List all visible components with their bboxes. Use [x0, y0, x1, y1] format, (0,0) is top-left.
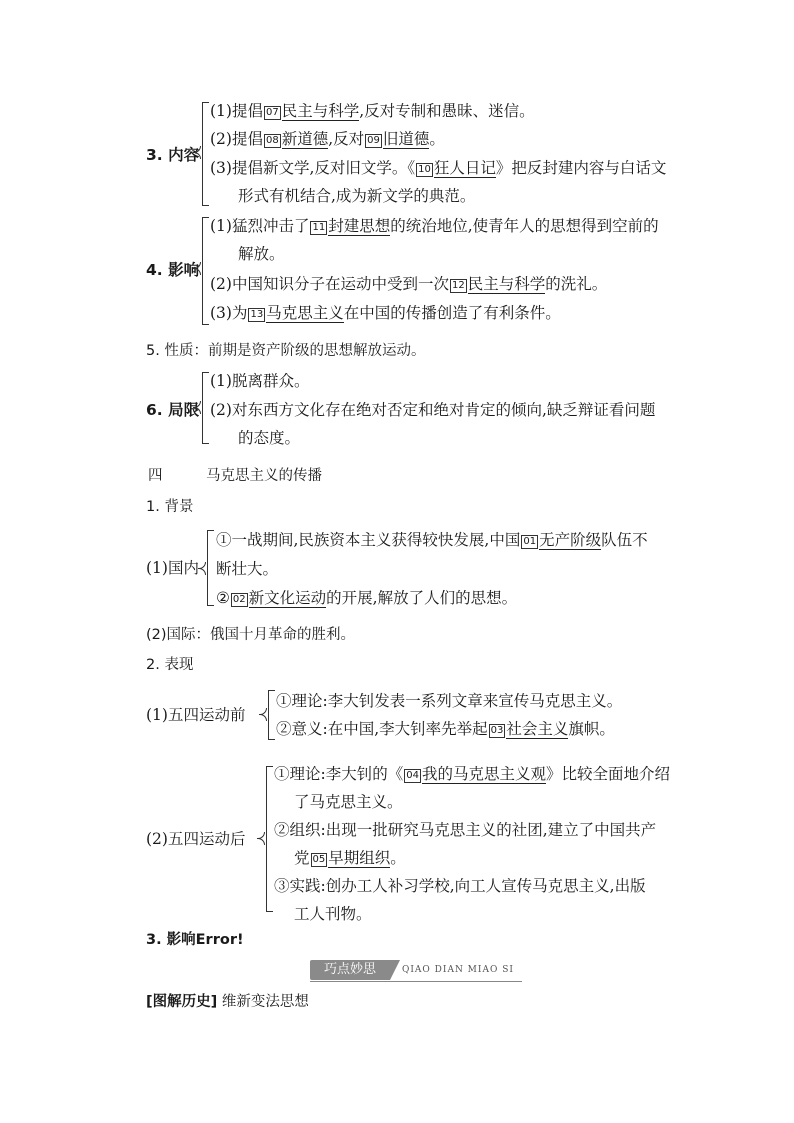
after-item-2-cont: 党 05 早期组织。: [294, 849, 406, 867]
limit-item-1: (1)脱离群众。: [210, 372, 310, 390]
domestic-item-1-cont: 断壮大。: [216, 560, 279, 578]
influence-item-3: (3)为 13 马克思主义在中国的传播创造了有利条件。: [210, 304, 561, 322]
limit-item-2-cont: 的态度。: [238, 429, 301, 447]
footer-text: 维新变法思想: [221, 994, 309, 1010]
bg-title: 1. 背景: [146, 499, 194, 515]
content-item-3-cont: 形式有机结合,成为新文学的典范。: [238, 187, 476, 205]
content-item-3: (3)提倡新文学,反对旧文学。《 10 狂人日记》把反封建内容与白话文: [210, 159, 667, 177]
influence-item-2: (2)中国知识分子在运动中受到一次 12 民主与科学的洗礼。: [210, 275, 608, 293]
tips-banner-pinyin: QIAO DIAN MIAO SI: [402, 965, 514, 975]
before-item-1: ①理论:李大钊发表一系列文章来宣传马克思主义。: [276, 692, 623, 710]
section-content-label: 3. 内容: [146, 146, 200, 164]
section-influence-label: 4. 影响: [146, 261, 200, 279]
domestic-item-2: ② 02 新文化运动的开展,解放了人们的思想。: [216, 589, 518, 607]
footer-tag: [图解历史]: [146, 994, 218, 1010]
perf-before-label: (1)五四运动前: [146, 706, 246, 724]
content-item-1: (1)提倡 07 民主与科学,反对专制和愚昧、迷信。: [210, 102, 535, 120]
bg-international: (2)国际：俄国十月革命的胜利。: [146, 627, 356, 643]
after-item-2: ②组织:出现一批研究马克思主义的社团,建立了中国共产: [274, 821, 657, 839]
after-item-3: ③实践:创办工人补习学校,向工人宣传马克思主义,出版: [274, 877, 646, 895]
section-nature: 5. 性质：前期是资产阶级的思想解放运动。: [146, 343, 426, 359]
section-limit-label: 6. 局限: [146, 401, 200, 419]
domestic-item-1: ①一战期间,民族资本主义获得较快发展,中国 01 无产阶级队伍不: [216, 531, 648, 549]
limit-item-2: (2)对东西方文化存在绝对否定和绝对肯定的倾向,缺乏辩证看问题: [210, 401, 656, 419]
bg-domestic-label: (1)国内: [146, 559, 199, 577]
part-number: 四: [148, 468, 163, 484]
perf-after-label: (2)五四运动后: [146, 830, 246, 848]
part-title: 马克思主义的传播: [206, 468, 322, 484]
after-item-3-cont: 工人刊物。: [294, 905, 372, 923]
influence-item-1-cont: 解放。: [238, 245, 285, 263]
section-influence-error: 3. 影响Error!: [146, 932, 244, 948]
after-item-1-cont: 了马克思主义。: [294, 793, 403, 811]
footer-heading: [146, 992, 309, 1012]
after-item-1: ①理论:李大钊的《 04 我的马克思主义观》比较全面地介绍: [274, 765, 670, 783]
content-item-2: (2)提倡 08 新道德,反对 09 旧道德。: [210, 130, 445, 148]
before-item-2: ②意义:在中国,李大钊率先举起 03 社会主义旗帜。: [276, 720, 615, 738]
tips-banner-label: 巧点妙思: [310, 960, 390, 980]
perf-title: 2. 表现: [146, 657, 194, 673]
influence-item-1: (1)猛烈冲击了 11 封建思想的统治地位,使青年人的思想得到空前的: [210, 217, 659, 235]
